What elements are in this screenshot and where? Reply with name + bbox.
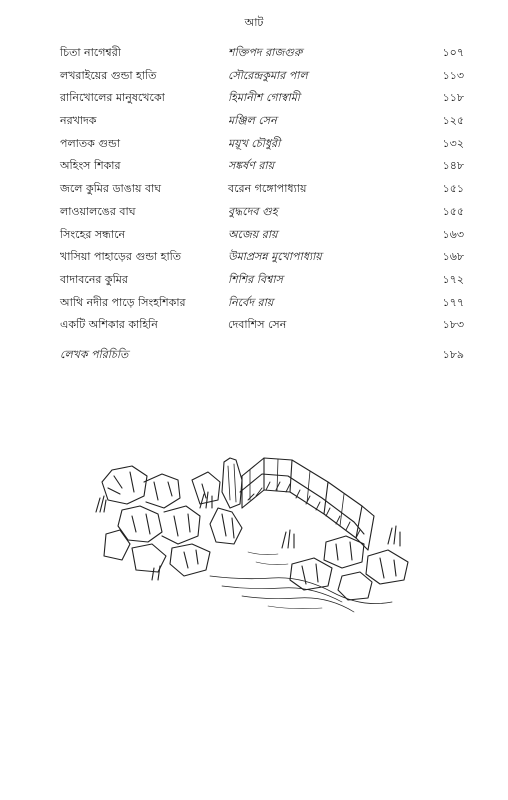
story-title: খাসিয়া পাহাড়ের গুন্ডা হাতি xyxy=(60,250,182,264)
page-heading: আট xyxy=(244,16,264,29)
toc-entry xyxy=(60,248,464,271)
toc-entry xyxy=(60,294,464,317)
toc-entry xyxy=(60,67,464,90)
story-author: শক্তিপদ রাজগুরু xyxy=(228,46,303,59)
story-title: সিংহের সন্ধানে xyxy=(60,227,126,241)
toc-entry xyxy=(60,135,464,158)
story-title: একটি অশিকার কাহিনি xyxy=(60,318,158,332)
page-number: ১৬৩ xyxy=(442,227,464,241)
page-number: ১৫৫ xyxy=(442,204,464,218)
toc-entry xyxy=(60,44,464,67)
toc-entry xyxy=(60,226,464,249)
page-number: ১৭২ xyxy=(442,272,464,286)
story-title: রানিখোলের মানুষখেকো xyxy=(60,91,165,105)
page-number: ১০৭ xyxy=(442,46,464,59)
page-number: ১২৫ xyxy=(442,114,464,128)
page-number: ১১৮ xyxy=(442,91,464,105)
toc-entry xyxy=(60,180,464,203)
toc-entry xyxy=(60,271,464,294)
page-number: ১৮৯ xyxy=(442,348,464,361)
table-of-contents xyxy=(60,44,464,339)
story-author: সঙ্কর্ষণ রায় xyxy=(228,159,275,173)
toc-entry xyxy=(60,112,464,135)
page-number: ১৩২ xyxy=(442,136,464,150)
story-title: লাওয়ালঙের বাঘ xyxy=(60,204,136,218)
story-title: চিতা নাগেশ্বরী xyxy=(60,46,121,59)
story-author: দেবাশিস সেন xyxy=(228,318,287,332)
story-author: নির্বেদ রায় xyxy=(228,295,274,309)
story-author: হিমানীশ গোস্বামী xyxy=(228,91,300,105)
story-title: অহিংস শিকার xyxy=(60,159,121,173)
story-author: বরেন গঙ্গোপাধ্যায় xyxy=(228,182,307,196)
story-author: বুদ্ধদেব গুহ xyxy=(228,204,278,218)
story-author: সৌরেন্দ্রকুমার পাল xyxy=(228,68,308,82)
story-author: শিশির বিশ্বাস xyxy=(228,272,283,286)
story-title: জলে কুমির ডাঙায় বাঘ xyxy=(60,182,162,196)
toc-entry xyxy=(60,89,464,112)
story-title: পলাতক গুন্ডা xyxy=(60,136,121,150)
page-number: ১৬৮ xyxy=(442,250,464,264)
story-title: আথি নদীর পাড়ে সিংহশিকার xyxy=(60,295,186,309)
toc-entry xyxy=(60,157,464,180)
page-number: ১৮৩ xyxy=(442,318,464,332)
toc-entry xyxy=(60,203,464,226)
author-profiles-label: লেখক পরিচিতি xyxy=(60,348,129,361)
story-author: মঞ্জিল সেন xyxy=(228,114,277,128)
author-profiles-entry xyxy=(60,346,464,364)
page-number: ১১৩ xyxy=(442,68,464,82)
story-title: নরখাদক xyxy=(60,114,97,128)
toc-entry xyxy=(60,316,464,339)
bridge-over-stream-illustration xyxy=(92,452,422,628)
story-author: উমাপ্রসন্ন মুখোপাধ্যায় xyxy=(228,250,322,264)
story-author: অজেয় রায় xyxy=(228,227,278,241)
page-number: ১৪৮ xyxy=(442,159,464,173)
page-number: ১৭৭ xyxy=(442,295,464,309)
story-author: ময়ূখ চৌধুরী xyxy=(228,136,281,150)
story-title: লখরাইয়ের গুন্ডা হাতি xyxy=(60,68,157,82)
page-number: ১৫১ xyxy=(442,182,464,196)
story-title: বাদাবনের কুমির xyxy=(60,272,128,286)
